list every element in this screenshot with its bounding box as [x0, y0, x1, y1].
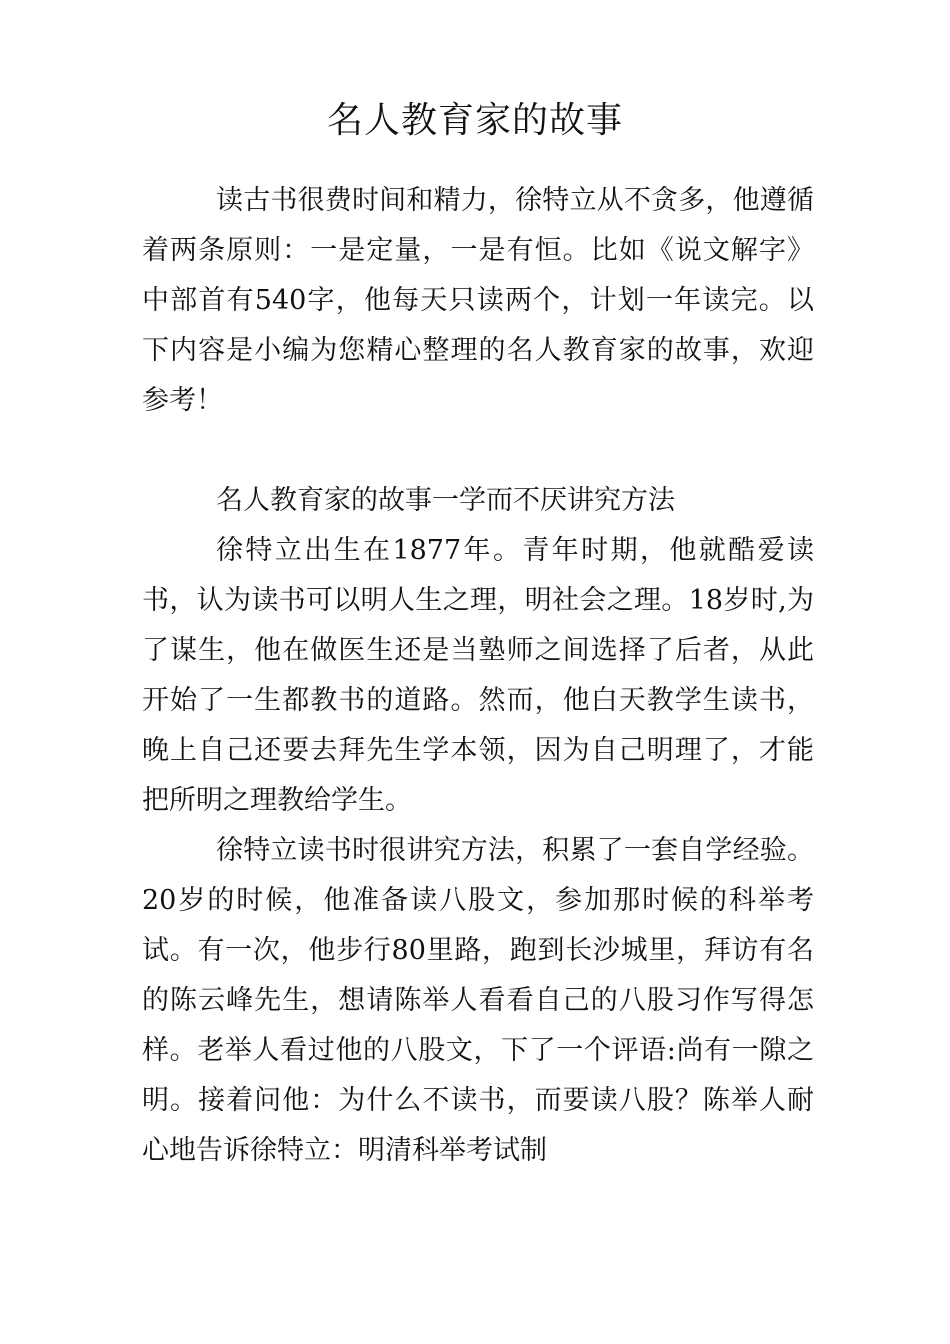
document-title: 名人教育家的故事	[326, 100, 623, 141]
body-paragraph: 徐特立读书时很讲究方法，积累了一套自学经验。20岁的时候，他准备读八股文，参加那时候的科举考试。有一次，他步行80里路，跑到长沙城里，拜访有名的陈云峰先生，想请陈举人看看自己的八股习作写得怎样。老举人看过他的八股文，下了一个评语:尚有一隙之明。接着问他：为什么不读书，而要读八股？陈举人耐心地告诉徐特立：明清科举考试制	[142, 835, 814, 1166]
intro-paragraph: 读古书很费时间和精力，徐特立从不贪多，他遵循着两条原则：一是定量，一是有恒。比如《说文解字》中部首有540字，他每天只读两个，计划一年读完。以下内容是小编为您精心整理的名人教育家的故事，欢迎参考！	[142, 185, 814, 416]
body-paragraph: 徐特立出生在1877年。青年时期，他就酷爱读书，认为读书可以明人生之理，明社会之理。18岁时,为了谋生，他在做医生还是当塾师之间选择了后者，从此开始了一生都教书的道路。然而，他白天教学生读书，晚上自己还要去拜先生学本领，因为自己明理了，才能把所明之理教给学生。	[142, 535, 814, 816]
section-heading: 名人教育家的故事一学而不厌讲究方法	[216, 485, 675, 516]
